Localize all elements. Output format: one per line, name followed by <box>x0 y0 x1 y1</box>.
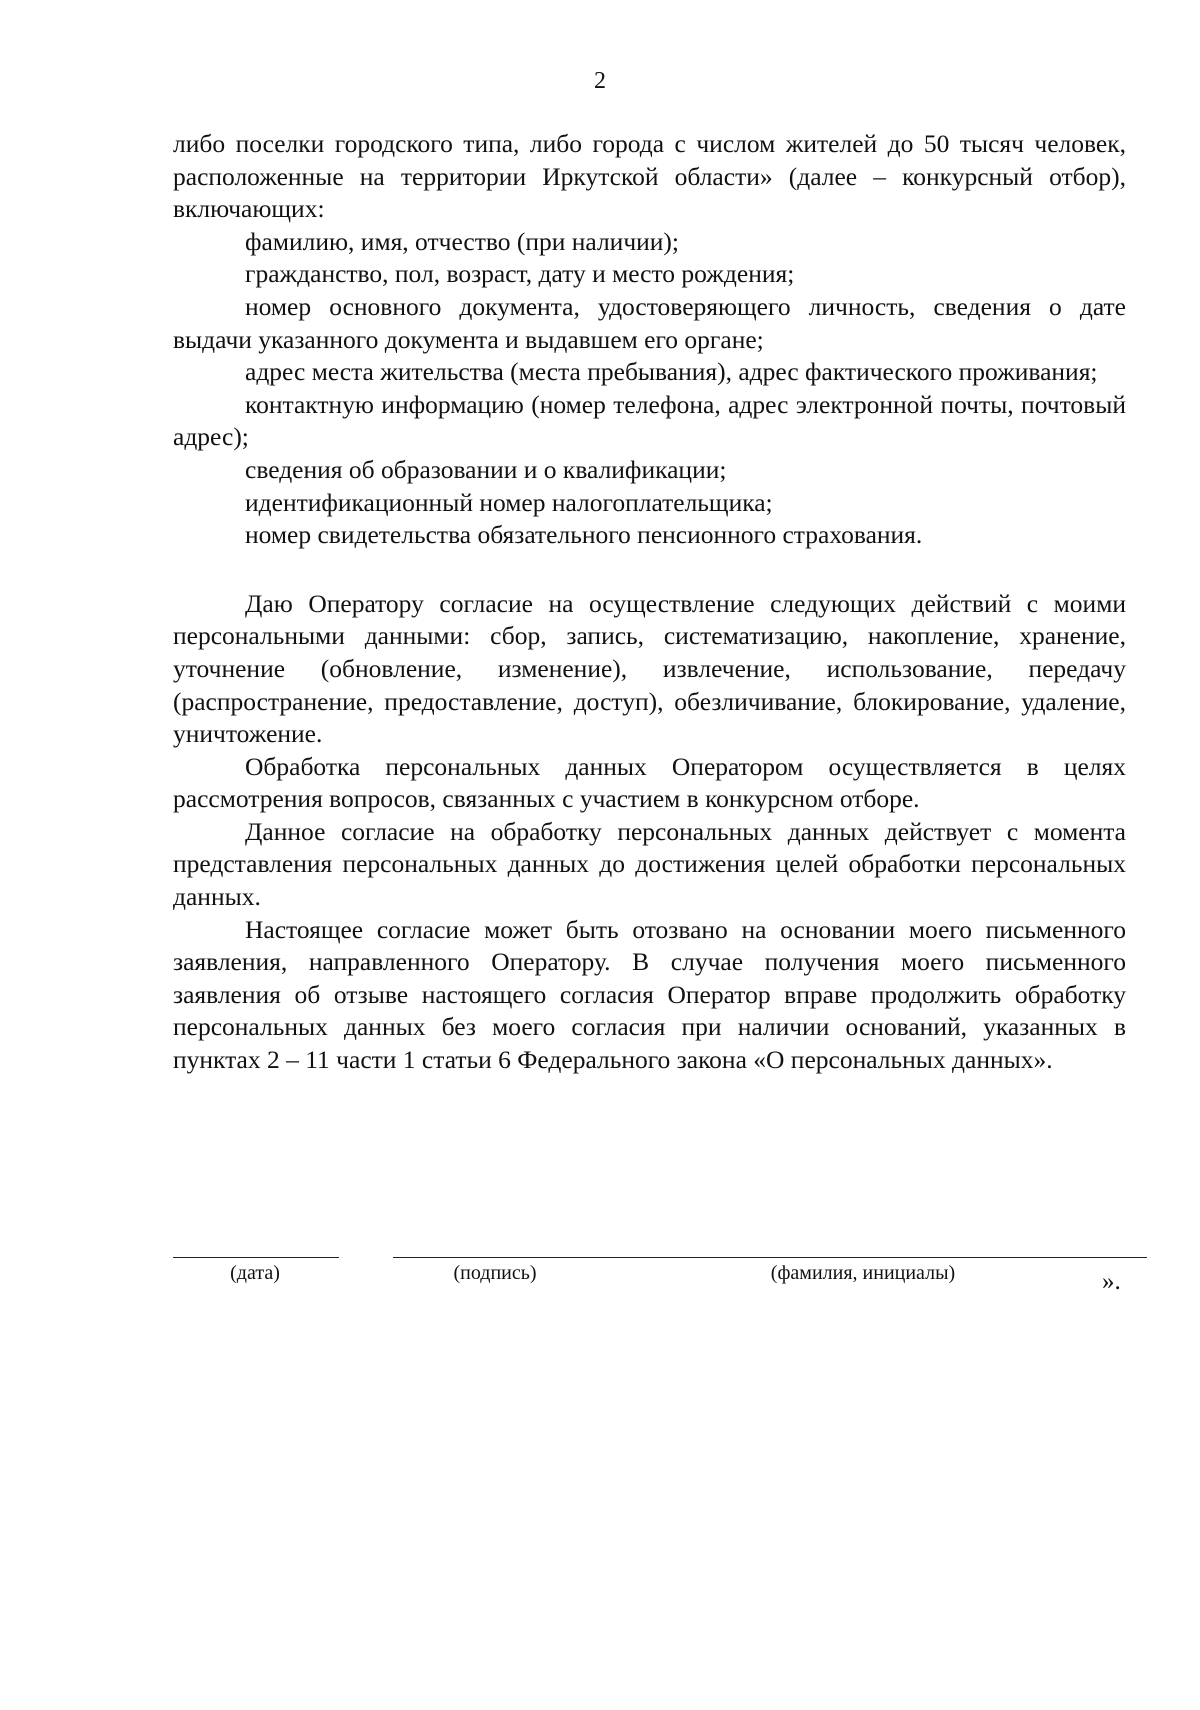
list-item-id-document: номер основного документа, удостоверяющего личность, сведения о дате выдачи указанного документа и выдавшем его органе; <box>173 291 1126 354</box>
list-item-education: сведения об образовании и о квалификации; <box>245 454 727 484</box>
signature-label: (подпись) <box>453 1262 537 1284</box>
page-number: 2 <box>594 68 606 94</box>
list-item-address: адрес места жительства (места пребывания), адрес фактического проживания; <box>245 357 1098 387</box>
list-item-citizenship: гражданство, пол, возраст, дату и место рождения; <box>245 259 795 289</box>
list-item-inn: идентификационный номер налогоплательщика; <box>245 487 773 517</box>
paragraph-consent-withdrawal: Настоящее согласие может быть отозвано на основании моего письменного заявления, направленного Оператору. В случае получения моего письменного заявления об отзыве настоящего согласия Оператор вправе продолжить обработку персональных данных без моего согласия при наличии оснований, указанных в пунктах 2 – 11 части 1 статьи 6 Федерального закона «О персональных данных». <box>173 914 1126 1075</box>
list-item-snils: номер свидетельства обязательного пенсионного страхования. <box>245 520 923 550</box>
date-line <box>173 1257 339 1258</box>
list-item-full-name: фамилию, имя, отчество (при наличии); <box>245 226 680 256</box>
paragraph-processing-purpose: Обработка персональных данных Оператором осуществляется в целях рассмотрения вопросов, связанных с участием в конкурсном отборе. <box>173 751 1126 814</box>
signature-name-line <box>393 1257 1147 1258</box>
name-initials-label: (фамилия, инициалы) <box>770 1262 956 1284</box>
paragraph-consent-validity: Данное согласие на обработку персональных данных действует с момента представления персональных данных до достижения целей обработки персональных данных. <box>173 816 1126 912</box>
paragraph-consent-actions: Даю Оператору согласие на осуществление следующих действий с моими персональными данными: сбор, запись, систематизацию, накопление, хранение, уточнение (обновление, изменение), извлечение, использование, передачу (распространение, предоставление, доступ), обезличивание, блокирование, удаление, уничтожение. <box>173 588 1126 749</box>
paragraph-continuation: либо поселки городского типа, либо города с числом жителей до 50 тысяч человек, расположенные на территории Иркутской области» (далее – конкурсный отбор), включающих: <box>173 129 1126 224</box>
date-label: (дата) <box>230 1262 280 1284</box>
list-item-contacts: контактную информацию (номер телефона, адрес электронной почты, почтовый адрес); <box>173 389 1126 452</box>
closing-quote: ». <box>1102 1268 1121 1295</box>
paragraph-gap <box>173 552 1126 588</box>
document-body <box>173 128 1126 1077</box>
